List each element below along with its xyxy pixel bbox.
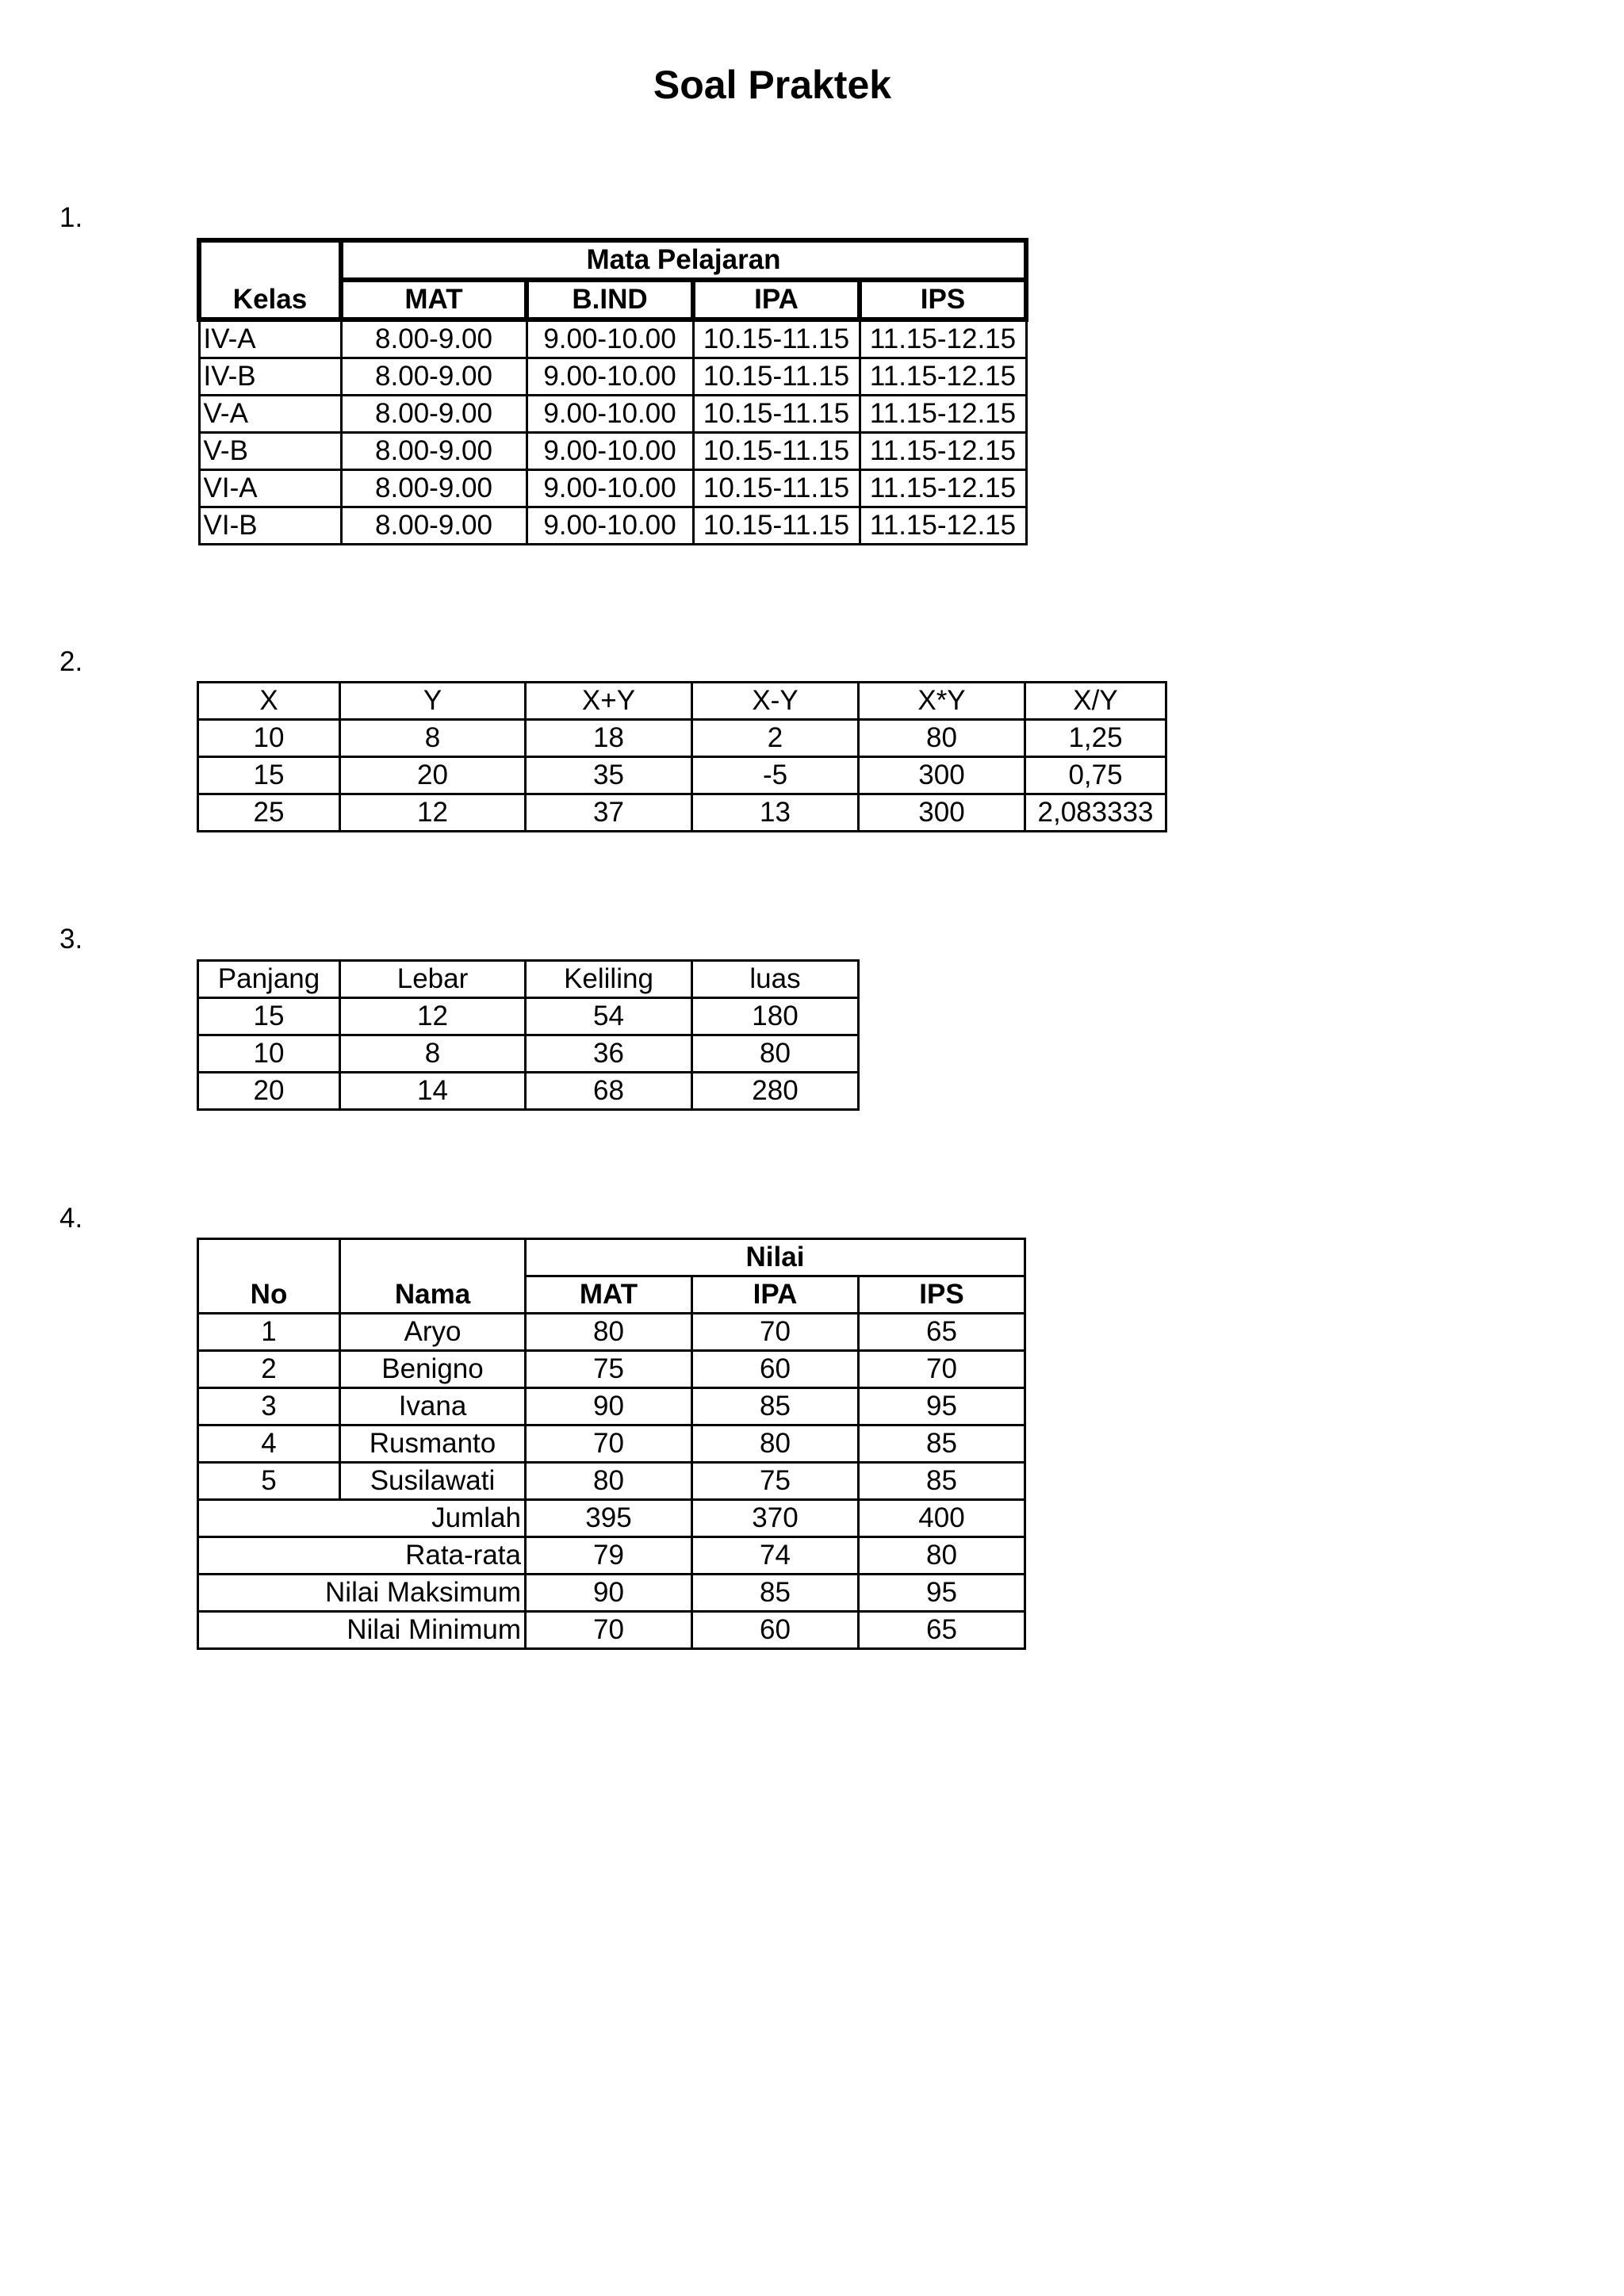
table-row [199,396,1026,433]
table-row [198,757,1166,794]
cell-score: 70 [526,1425,692,1463]
cell: 54 [526,998,692,1035]
cell-time: 10.15-11.15 [693,320,860,358]
header-subject: IPS [859,1276,1025,1314]
cell-kelas: VI-B [199,507,341,545]
cell-time: 11.15-12.15 [860,433,1026,470]
summary-row [198,1575,1025,1612]
cell-score: 85 [692,1388,859,1425]
schedule-table [197,238,1028,545]
cell: 35 [526,757,692,794]
cell: 2 [692,720,859,757]
summary-row [198,1537,1025,1575]
cell-nama: Ivana [340,1388,526,1425]
summary-label: Rata-rata [198,1537,526,1575]
cell: 8 [340,720,526,757]
summary-label: Jumlah [198,1500,526,1537]
header-nama: Nama [340,1239,526,1314]
header-cell: Panjang [198,961,340,998]
cell-score: 74 [692,1537,859,1575]
table-row [198,998,859,1035]
summary-row [198,1500,1025,1537]
table-row [199,320,1026,358]
header-row [198,961,859,998]
cell-score: 60 [692,1351,859,1388]
header-cell: Keliling [526,961,692,998]
cell-score: 70 [692,1314,859,1351]
cell-score: 80 [692,1425,859,1463]
cell-nama: Benigno [340,1351,526,1388]
header-cell: luas [692,961,859,998]
cell: 12 [340,794,526,832]
cell-score: 80 [526,1314,692,1351]
arithmetic-table [197,681,1167,832]
header-cell: Y [340,683,526,720]
cell-time: 9.00-10.00 [527,358,693,396]
header-subject: MAT [526,1276,692,1314]
summary-label: Nilai Maksimum [198,1575,526,1612]
cell: 18 [526,720,692,757]
cell-score: 60 [692,1612,859,1649]
cell-time: 11.15-12.15 [860,320,1026,358]
cell: 180 [692,998,859,1035]
cell: 300 [859,757,1025,794]
cell-time: 9.00-10.00 [527,470,693,507]
cell: 300 [859,794,1025,832]
cell-kelas: IV-B [199,358,341,396]
cell-no: 5 [198,1463,340,1500]
cell-no: 1 [198,1314,340,1351]
cell-score: 65 [859,1612,1025,1649]
cell: 12 [340,998,526,1035]
cell: 20 [340,757,526,794]
cell-nama: Aryo [340,1314,526,1351]
table-row [198,1314,1025,1351]
cell-score: 85 [692,1575,859,1612]
header-cell: X/Y [1025,683,1166,720]
cell-score: 70 [859,1351,1025,1388]
table-row [198,1351,1025,1388]
header-cell: X+Y [526,683,692,720]
cell-time: 10.15-11.15 [693,396,860,433]
cell-time: 8.00-9.00 [341,396,527,433]
table-row [199,470,1026,507]
cell-time: 10.15-11.15 [693,433,860,470]
header-mata-pelajaran: Mata Pelajaran [341,240,1026,280]
cell: 80 [859,720,1025,757]
cell-score: 70 [526,1612,692,1649]
header-no: No [198,1239,340,1314]
cell-time: 8.00-9.00 [341,470,527,507]
cell: 15 [198,998,340,1035]
cell-score: 85 [859,1463,1025,1500]
summary-row [198,1612,1025,1649]
table-row [199,507,1026,545]
page-title: Soal Praktek [653,63,892,107]
cell-score: 90 [526,1575,692,1612]
cell-time: 8.00-9.00 [341,433,527,470]
cell: 8 [340,1035,526,1073]
cell: 2,083333 [1025,794,1166,832]
cell-time: 8.00-9.00 [341,507,527,545]
cell: 0,75 [1025,757,1166,794]
cell-no: 3 [198,1388,340,1425]
header-subject: B.IND [527,280,693,320]
cell-kelas: V-A [199,396,341,433]
header-nilai: Nilai [526,1239,1025,1276]
cell: 25 [198,794,340,832]
section-number-1: 1. [59,202,83,233]
section-number-3: 3. [59,924,83,955]
cell-time: 9.00-10.00 [527,507,693,545]
cell: -5 [692,757,859,794]
cell-score: 395 [526,1500,692,1537]
header-subject: IPA [693,280,860,320]
cell-score: 370 [692,1500,859,1537]
cell: 68 [526,1073,692,1110]
cell-score: 95 [859,1575,1025,1612]
cell: 10 [198,720,340,757]
table-row [198,1463,1025,1500]
cell-time: 8.00-9.00 [341,358,527,396]
cell-score: 75 [692,1463,859,1500]
rectangle-table [197,959,860,1111]
cell-kelas: IV-A [199,320,341,358]
table-row [198,1388,1025,1425]
header-subject: IPA [692,1276,859,1314]
cell: 15 [198,757,340,794]
cell-score: 75 [526,1351,692,1388]
cell-time: 10.15-11.15 [693,470,860,507]
cell: 10 [198,1035,340,1073]
cell-time: 11.15-12.15 [860,507,1026,545]
header-kelas: Kelas [199,240,341,320]
section-number-4: 4. [59,1203,83,1234]
cell-score: 80 [859,1537,1025,1575]
header-cell: X*Y [859,683,1025,720]
table-row [199,358,1026,396]
cell: 280 [692,1073,859,1110]
cell-time: 9.00-10.00 [527,433,693,470]
summary-label: Nilai Minimum [198,1612,526,1649]
header-subject: MAT [341,280,527,320]
cell-time: 11.15-12.15 [860,470,1026,507]
cell-nama: Susilawati [340,1463,526,1500]
section-number-2: 2. [59,646,83,677]
cell: 36 [526,1035,692,1073]
table-row [199,433,1026,470]
cell-no: 4 [198,1425,340,1463]
cell-score: 95 [859,1388,1025,1425]
header-cell: X [198,683,340,720]
table-row [198,1035,859,1073]
cell-time: 10.15-11.15 [693,358,860,396]
cell-score: 79 [526,1537,692,1575]
cell-no: 2 [198,1351,340,1388]
table-row [198,720,1166,757]
cell-time: 9.00-10.00 [527,320,693,358]
cell-time: 8.00-9.00 [341,320,527,358]
cell: 37 [526,794,692,832]
cell: 20 [198,1073,340,1110]
cell-score: 65 [859,1314,1025,1351]
cell: 1,25 [1025,720,1166,757]
cell-kelas: VI-A [199,470,341,507]
header-subject: IPS [860,280,1026,320]
cell-kelas: V-B [199,433,341,470]
cell-score: 85 [859,1425,1025,1463]
cell-score: 80 [526,1463,692,1500]
cell-time: 10.15-11.15 [693,507,860,545]
cell-score: 400 [859,1500,1025,1537]
header-row [198,683,1166,720]
cell-time: 9.00-10.00 [527,396,693,433]
cell-score: 90 [526,1388,692,1425]
cell: 13 [692,794,859,832]
cell-nama: Rusmanto [340,1425,526,1463]
cell: 80 [692,1035,859,1073]
cell-time: 11.15-12.15 [860,396,1026,433]
cell-time: 11.15-12.15 [860,358,1026,396]
header-cell: Lebar [340,961,526,998]
table-row [198,794,1166,832]
grades-table [197,1238,1026,1650]
table-row [198,1073,859,1110]
header-cell: X-Y [692,683,859,720]
table-row [198,1425,1025,1463]
cell: 14 [340,1073,526,1110]
